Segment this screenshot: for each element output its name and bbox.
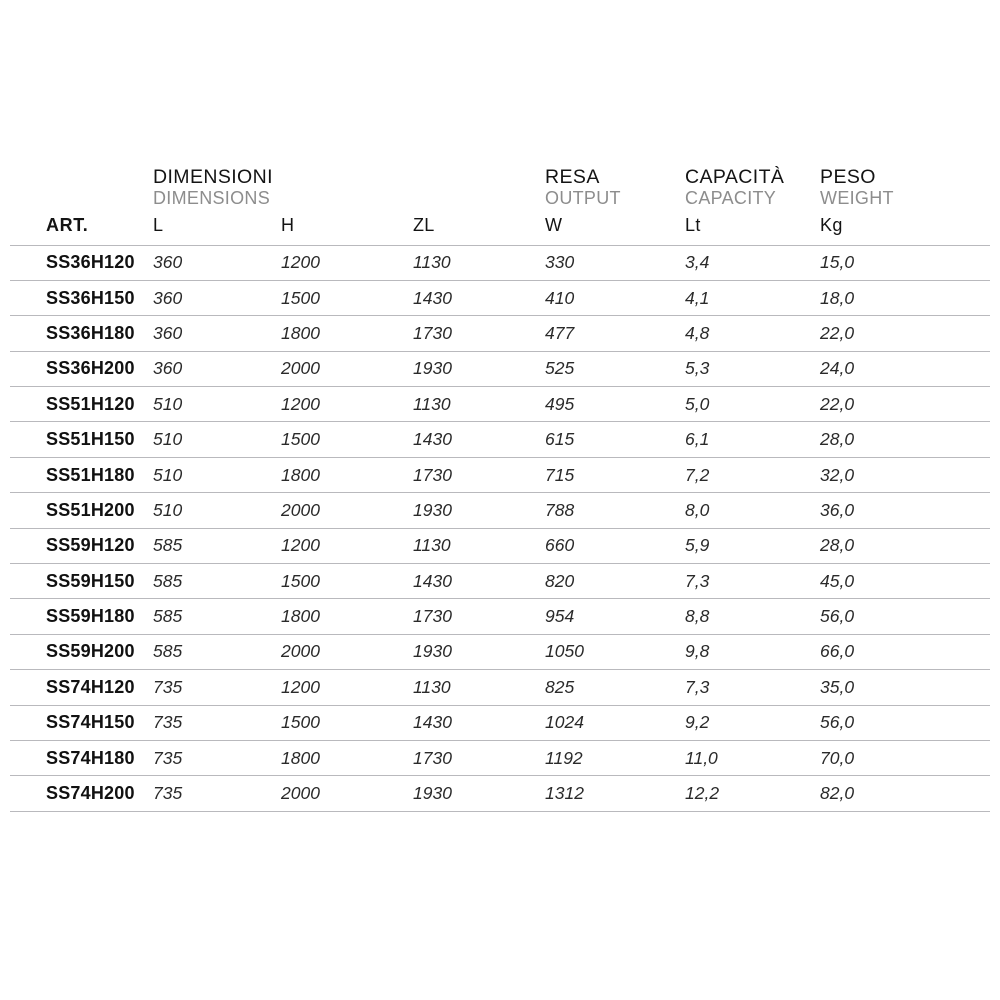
table-cell-kg: 32,0 xyxy=(817,457,990,492)
table-cell-kg: 28,0 xyxy=(817,422,990,457)
table-row xyxy=(10,422,990,457)
table-cell-kg: 56,0 xyxy=(817,705,990,740)
table-cell-zl: 1430 xyxy=(410,705,542,740)
table-cell-w: 954 xyxy=(542,599,682,634)
table-cell-h: 1200 xyxy=(278,670,410,705)
table-cell-l: 510 xyxy=(150,457,278,492)
table-row xyxy=(10,245,990,280)
table-cell-l: 585 xyxy=(150,528,278,563)
table-cell-lt: 7,3 xyxy=(682,670,817,705)
table-cell-w: 477 xyxy=(542,316,682,351)
table-cell-lt: 4,1 xyxy=(682,280,817,315)
table-cell-h: 1500 xyxy=(278,422,410,457)
table-cell-h: 2000 xyxy=(278,493,410,528)
group-header-weight-en: WEIGHT xyxy=(820,187,894,208)
column-header-h: H xyxy=(281,214,295,235)
table-cell-kg: 35,0 xyxy=(817,670,990,705)
group-header-dimensions-en: DIMENSIONS xyxy=(153,187,271,208)
table-row xyxy=(10,670,990,705)
group-header-capacity-en: CAPACITY xyxy=(685,187,777,208)
table-cell-h: 1200 xyxy=(278,387,410,422)
table-cell-zl: 1430 xyxy=(410,564,542,599)
table-cell-w: 495 xyxy=(542,387,682,422)
table-cell-art: SS74H180 xyxy=(10,740,150,775)
table-cell-lt: 8,0 xyxy=(682,493,817,528)
table-cell-art: SS59H150 xyxy=(10,564,150,599)
table-cell-lt: 4,8 xyxy=(682,316,817,351)
table-cell-h: 2000 xyxy=(278,776,410,811)
table-cell-zl: 1730 xyxy=(410,740,542,775)
group-header-weight xyxy=(817,168,990,213)
table-cell-art: SS59H180 xyxy=(10,599,150,634)
table-cell-art: SS74H200 xyxy=(10,776,150,811)
table-row xyxy=(10,634,990,669)
table-cell-l: 360 xyxy=(150,280,278,315)
column-header-zl: ZL xyxy=(413,214,435,235)
table-row xyxy=(10,387,990,422)
table-cell-art: SS36H200 xyxy=(10,351,150,386)
table-header xyxy=(10,168,990,245)
table-cell-art: SS51H200 xyxy=(10,493,150,528)
table-cell-lt: 5,0 xyxy=(682,387,817,422)
table-cell-w: 715 xyxy=(542,457,682,492)
table-cell-zl: 1430 xyxy=(410,422,542,457)
table-row xyxy=(10,564,990,599)
table-cell-kg: 36,0 xyxy=(817,493,990,528)
table-cell-h: 1500 xyxy=(278,280,410,315)
table-cell-kg: 22,0 xyxy=(817,387,990,422)
table-body xyxy=(10,245,990,811)
table-cell-zl: 1730 xyxy=(410,316,542,351)
table-cell-kg: 28,0 xyxy=(817,528,990,563)
table-cell-w: 820 xyxy=(542,564,682,599)
table-cell-kg: 22,0 xyxy=(817,316,990,351)
table-cell-zl: 1930 xyxy=(410,634,542,669)
table-row xyxy=(10,493,990,528)
group-header-row xyxy=(10,168,990,213)
group-header-dimensions-it: DIMENSIONI xyxy=(153,166,273,188)
group-header-output-en: OUTPUT xyxy=(545,187,621,208)
table-cell-art: SS51H180 xyxy=(10,457,150,492)
table-cell-zl: 1730 xyxy=(410,599,542,634)
table-row xyxy=(10,528,990,563)
table-cell-art: SS36H120 xyxy=(10,245,150,280)
table-row xyxy=(10,457,990,492)
table-cell-lt: 6,1 xyxy=(682,422,817,457)
table-cell-art: SS36H150 xyxy=(10,280,150,315)
column-header-row xyxy=(10,213,990,246)
table-cell-lt: 5,3 xyxy=(682,351,817,386)
table-cell-art: SS59H120 xyxy=(10,528,150,563)
table-cell-art: SS51H120 xyxy=(10,387,150,422)
table-cell-h: 1800 xyxy=(278,457,410,492)
table-cell-lt: 11,0 xyxy=(682,740,817,775)
table-cell-w: 1024 xyxy=(542,705,682,740)
table-cell-zl: 1130 xyxy=(410,670,542,705)
group-header-spacer xyxy=(10,168,150,213)
table-cell-zl: 1130 xyxy=(410,387,542,422)
table-cell-lt: 7,3 xyxy=(682,564,817,599)
table-cell-w: 1050 xyxy=(542,634,682,669)
table-cell-l: 510 xyxy=(150,493,278,528)
table-cell-l: 735 xyxy=(150,776,278,811)
table-cell-art: SS59H200 xyxy=(10,634,150,669)
table-cell-kg: 66,0 xyxy=(817,634,990,669)
table-cell-l: 735 xyxy=(150,740,278,775)
table-cell-h: 1800 xyxy=(278,599,410,634)
table-row xyxy=(10,599,990,634)
table-cell-l: 360 xyxy=(150,245,278,280)
table-cell-w: 525 xyxy=(542,351,682,386)
table-row xyxy=(10,776,990,811)
table-cell-w: 330 xyxy=(542,245,682,280)
table-cell-lt: 5,9 xyxy=(682,528,817,563)
table-cell-kg: 45,0 xyxy=(817,564,990,599)
table-cell-h: 1200 xyxy=(278,528,410,563)
table-cell-lt: 7,2 xyxy=(682,457,817,492)
table-cell-w: 1312 xyxy=(542,776,682,811)
table-cell-zl: 1430 xyxy=(410,280,542,315)
table-cell-zl: 1930 xyxy=(410,493,542,528)
table-cell-kg: 56,0 xyxy=(817,599,990,634)
group-header-weight-it: PESO xyxy=(820,166,876,188)
column-header-l: L xyxy=(153,214,164,235)
table-cell-zl: 1930 xyxy=(410,351,542,386)
column-header-kg: Kg xyxy=(820,214,843,235)
table-cell-kg: 15,0 xyxy=(817,245,990,280)
table-cell-h: 1800 xyxy=(278,740,410,775)
table-cell-l: 735 xyxy=(150,705,278,740)
table-row xyxy=(10,705,990,740)
table-cell-lt: 9,2 xyxy=(682,705,817,740)
table-row xyxy=(10,280,990,315)
table-cell-h: 1200 xyxy=(278,245,410,280)
group-header-output xyxy=(542,168,682,213)
table-cell-l: 585 xyxy=(150,564,278,599)
table-cell-zl: 1930 xyxy=(410,776,542,811)
table-cell-h: 2000 xyxy=(278,351,410,386)
specifications-table xyxy=(10,168,990,812)
table-cell-art: SS36H180 xyxy=(10,316,150,351)
table-row xyxy=(10,316,990,351)
table-cell-w: 825 xyxy=(542,670,682,705)
group-header-dimensions xyxy=(150,168,542,213)
table-cell-l: 360 xyxy=(150,316,278,351)
table-cell-lt: 8,8 xyxy=(682,599,817,634)
table-cell-l: 585 xyxy=(150,599,278,634)
table-cell-l: 585 xyxy=(150,634,278,669)
table-cell-lt: 12,2 xyxy=(682,776,817,811)
table-cell-w: 788 xyxy=(542,493,682,528)
table-cell-w: 1192 xyxy=(542,740,682,775)
table-row xyxy=(10,740,990,775)
table-cell-w: 410 xyxy=(542,280,682,315)
group-header-capacity-it: CAPACITÀ xyxy=(685,166,785,188)
table-cell-kg: 70,0 xyxy=(817,740,990,775)
table-cell-zl: 1730 xyxy=(410,457,542,492)
column-header-w: W xyxy=(545,214,563,235)
table-row xyxy=(10,351,990,386)
table-cell-w: 615 xyxy=(542,422,682,457)
table-cell-l: 510 xyxy=(150,387,278,422)
table-cell-art: SS51H150 xyxy=(10,422,150,457)
table-cell-w: 660 xyxy=(542,528,682,563)
table-cell-kg: 24,0 xyxy=(817,351,990,386)
table-cell-h: 2000 xyxy=(278,634,410,669)
table-cell-h: 1800 xyxy=(278,316,410,351)
table-cell-art: SS74H150 xyxy=(10,705,150,740)
column-header-art: ART. xyxy=(46,214,89,235)
column-header-lt: Lt xyxy=(685,214,701,235)
table-cell-lt: 9,8 xyxy=(682,634,817,669)
table-cell-h: 1500 xyxy=(278,564,410,599)
table-cell-art: SS74H120 xyxy=(10,670,150,705)
table-cell-l: 510 xyxy=(150,422,278,457)
table-cell-l: 360 xyxy=(150,351,278,386)
group-header-output-it: RESA xyxy=(545,166,600,188)
table-cell-lt: 3,4 xyxy=(682,245,817,280)
table-cell-h: 1500 xyxy=(278,705,410,740)
table-cell-kg: 18,0 xyxy=(817,280,990,315)
table-cell-zl: 1130 xyxy=(410,245,542,280)
table-cell-zl: 1130 xyxy=(410,528,542,563)
group-header-capacity xyxy=(682,168,817,213)
table-cell-l: 735 xyxy=(150,670,278,705)
table-cell-kg: 82,0 xyxy=(817,776,990,811)
